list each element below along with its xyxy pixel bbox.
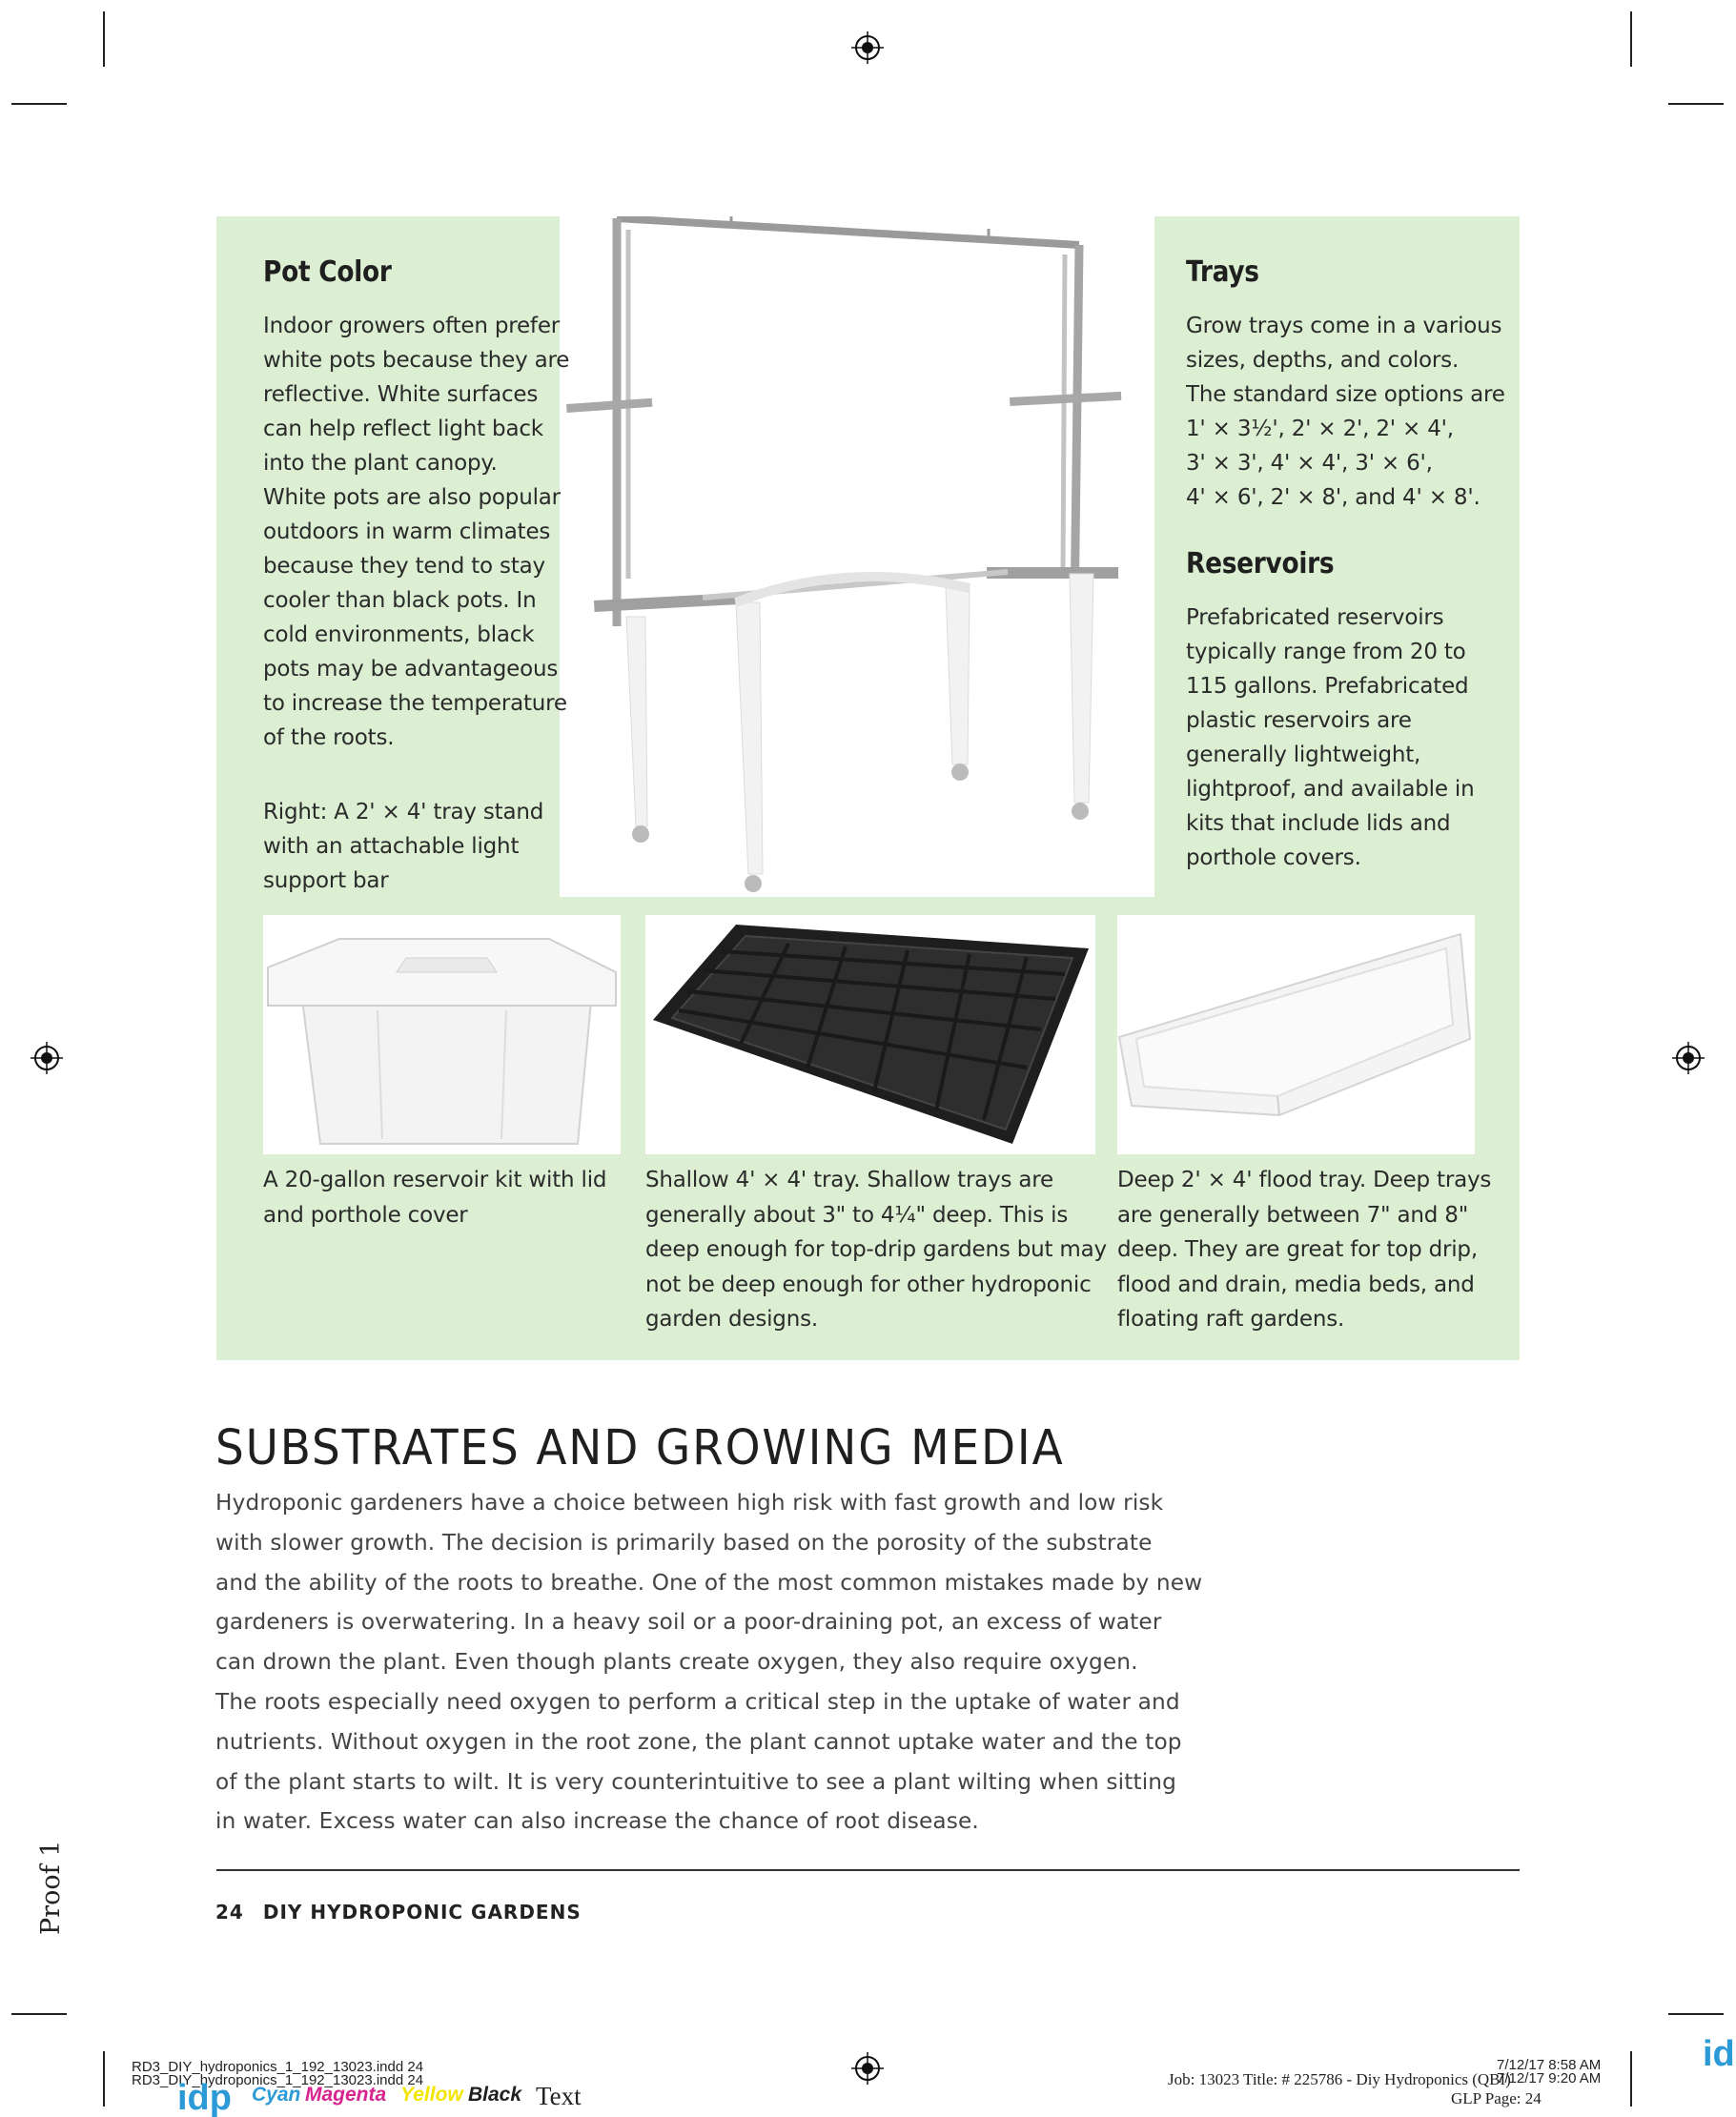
- slug-file-line: RD3_DIY_hydroponics_1_192_13023.indd 24: [132, 2059, 424, 2075]
- text-line: nutrients. Without oxygen in the root zone, the plant cannot uptake water and the top: [215, 1728, 1182, 1755]
- shallow-tray-photo: [645, 915, 1095, 1154]
- text-line: and the ability of the roots to breathe. One of the most common mistakes made by new: [215, 1569, 1203, 1596]
- text-line: gardeners is overwatering. In a heavy soil or a poor-draining pot, an excess of water: [215, 1609, 1162, 1636]
- text-line: porthole covers.: [1186, 845, 1361, 870]
- slug-file-line: RD3_DIY_hydroponics_1_192_13023.indd 24: [132, 2072, 424, 2088]
- text-line: not be deep enough for other hydroponic: [645, 1272, 1092, 1297]
- deep-tray-photo: [1117, 915, 1475, 1154]
- reservoir-kit-caption: [263, 1163, 606, 1232]
- plate-black: Black: [468, 2084, 522, 2106]
- text-line: are generally between 7" and 8": [1117, 1202, 1469, 1228]
- text-line: Grow trays come in a various: [1186, 314, 1502, 338]
- registration-mark-icon: [31, 1042, 63, 1074]
- section-body: [215, 1483, 1207, 1842]
- text-line: A 20-gallon reservoir kit with lid: [263, 1168, 607, 1192]
- text-line: with an attachable light: [263, 834, 520, 859]
- deep-tray-illustration: [1117, 915, 1475, 1154]
- text-line: to increase the temperature: [263, 691, 567, 716]
- text-line: 3' × 3', 4' × 4', 3' × 6',: [1186, 451, 1433, 476]
- reservoirs-body: [1186, 600, 1474, 875]
- page-number: 24: [215, 1901, 244, 1924]
- tray-stand-illustration: [560, 216, 1154, 897]
- text-line: Right: A 2' × 4' tray stand: [263, 800, 544, 824]
- text-line: lightproof, and available in: [1186, 777, 1475, 802]
- text-line: generally lightweight,: [1186, 743, 1421, 767]
- text-line: white pots because they are: [263, 348, 570, 373]
- text-line: generally about 3" to 4¼" deep. This is: [645, 1202, 1069, 1228]
- text-line: Deep 2' × 4' flood tray. Deep trays: [1117, 1168, 1492, 1192]
- text-line: because they tend to stay: [263, 554, 545, 579]
- text-line: White pots are also popular: [263, 485, 561, 510]
- text-line: Prefabricated reservoirs: [1186, 605, 1444, 630]
- text-line: outdoors in warm climates: [263, 519, 551, 544]
- plate-cyan: Cyan: [252, 2084, 301, 2106]
- text-line: of the roots.: [263, 725, 395, 750]
- plate-yellow: Yellow: [400, 2084, 463, 2106]
- proof-label: Proof 1: [36, 1840, 66, 1935]
- text-line: cold environments, black: [263, 622, 535, 647]
- text-line: The standard size options are: [1186, 382, 1505, 407]
- crop-mark: [103, 2051, 105, 2107]
- registration-mark-icon: [1672, 1042, 1705, 1074]
- crop-mark: [103, 11, 105, 67]
- text-line: deep. They are great for top drip,: [1117, 1237, 1478, 1262]
- shallow-tray-caption: [645, 1163, 1107, 1337]
- text-line: and porthole cover: [263, 1202, 468, 1228]
- text-line: can drown the plant. Even though plants create oxygen, they also require oxygen.: [215, 1649, 1138, 1676]
- text-line: kits that include lids and: [1186, 811, 1451, 836]
- shallow-tray-illustration: [645, 915, 1095, 1154]
- plate-magenta: Magenta: [305, 2084, 387, 2106]
- text-line: can help reflect light back: [263, 417, 543, 441]
- plate-text: Text: [536, 2082, 582, 2110]
- crop-mark: [1630, 2051, 1632, 2107]
- crop-mark: [1668, 2013, 1724, 2015]
- running-footer-title: DIY HYDROPONIC GARDENS: [262, 1901, 582, 1924]
- slug-page-line: GLP Page: 24: [1451, 2089, 1542, 2107]
- crop-mark: [11, 103, 67, 105]
- text-line: 4' × 6', 2' × 8', and 4' × 8'.: [1186, 485, 1481, 510]
- trays-heading: Trays: [1186, 255, 1259, 289]
- slug-job-line: Job: 13023 Title: # 225786 - Diy Hydroponics (QBI): [1168, 2070, 1511, 2088]
- text-line: floating raft gardens.: [1117, 1307, 1345, 1332]
- text-line: Shallow 4' × 4' tray. Shallow trays are: [645, 1168, 1053, 1192]
- text-line: garden designs.: [645, 1307, 818, 1332]
- text-line: in water. Excess water can also increase the chance of root disease.: [215, 1808, 979, 1835]
- text-line: 1' × 3½', 2' × 2', 2' × 4',: [1186, 417, 1454, 441]
- registration-mark-icon: [851, 2052, 884, 2085]
- text-line: The roots especially need oxygen to perform a critical step in the uptake of water and: [215, 1688, 1180, 1715]
- text-line: 115 gallons. Prefabricated: [1186, 674, 1469, 699]
- text-line: Indoor growers often prefer: [263, 314, 561, 338]
- text-line: flood and drain, media beds, and: [1117, 1272, 1475, 1297]
- crop-mark: [1668, 103, 1724, 105]
- idp-logo: idp: [177, 2078, 232, 2117]
- text-line: of the plant starts to wilt. It is very counterintuitive to see a plant wilting when sitting: [215, 1768, 1177, 1795]
- reservoirs-heading: Reservoirs: [1186, 547, 1335, 580]
- slug-date-line: 7/12/17 9:20 AM: [1497, 2070, 1602, 2086]
- footer-divider: [216, 1869, 1520, 1871]
- text-line: plastic reservoirs are: [1186, 708, 1412, 733]
- text-line: typically range from 20 to: [1186, 640, 1466, 664]
- pot-color-body: [263, 309, 569, 755]
- folio: [215, 1901, 582, 1924]
- slug-date-line: 7/12/17 8:58 AM: [1497, 2057, 1602, 2073]
- text-line: with slower growth. The decision is primarily based on the porosity of the substrate: [215, 1529, 1153, 1556]
- text-line: pots may be advantageous: [263, 657, 559, 682]
- text-line: reflective. White surfaces: [263, 382, 539, 407]
- pot-color-heading: Pot Color: [263, 255, 392, 289]
- crop-mark: [1630, 11, 1632, 67]
- deep-tray-caption: [1117, 1163, 1491, 1337]
- text-line: sizes, depths, and colors.: [1186, 348, 1460, 373]
- text-line: cooler than black pots. In: [263, 588, 537, 613]
- section-heading: SUBSTRATES AND GROWING MEDIA: [215, 1420, 1065, 1476]
- tray-stand-photo: [560, 216, 1154, 897]
- reservoir-kit-photo: [263, 915, 621, 1154]
- text-line: support bar: [263, 868, 389, 893]
- tray-stand-caption: [263, 795, 543, 898]
- text-line: Hydroponic gardeners have a choice between high risk with fast growth and low risk: [215, 1490, 1164, 1516]
- crop-mark: [11, 2013, 67, 2015]
- text-line: deep enough for top-drip gardens but may: [645, 1237, 1107, 1262]
- reservoir-kit-illustration: [263, 915, 621, 1154]
- idp-logo: id: [1703, 2034, 1735, 2074]
- text-line: into the plant canopy.: [263, 451, 498, 476]
- registration-mark-icon: [851, 31, 884, 64]
- trays-body: [1186, 309, 1505, 515]
